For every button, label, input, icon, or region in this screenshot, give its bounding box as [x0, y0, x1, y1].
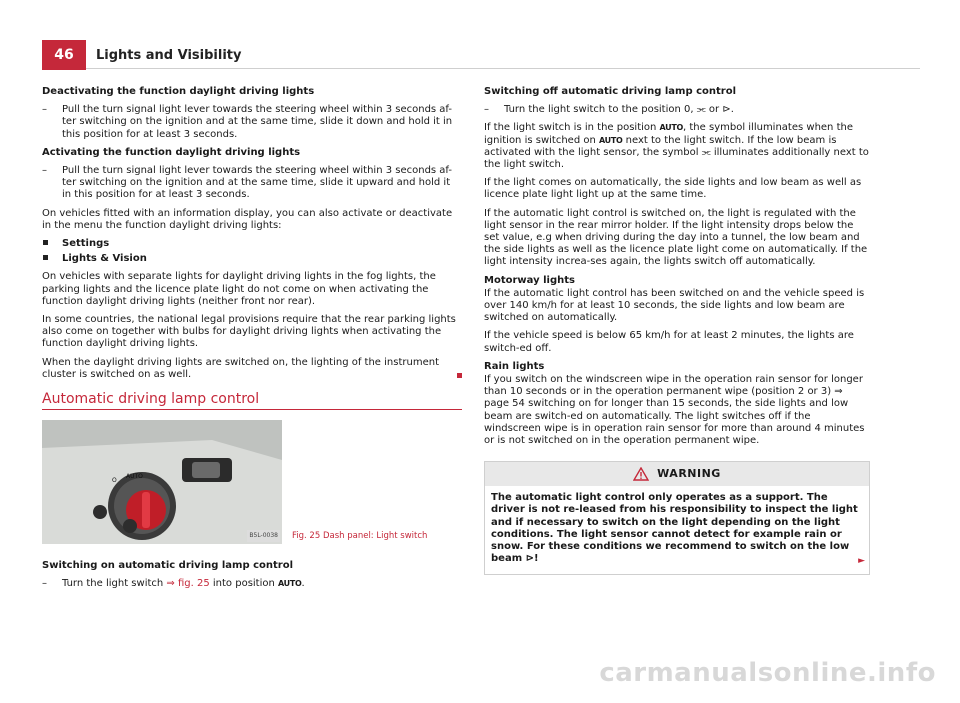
auto-symbol: AUTO: [278, 579, 302, 589]
warning-icon: [633, 467, 649, 481]
warning-header: [485, 462, 869, 486]
continue-arrow-icon: ►: [858, 556, 865, 567]
page-number: 46: [42, 40, 86, 70]
figure-code: B5L-0038: [247, 530, 280, 542]
menu-item-lights-vision: Lights & Vision: [42, 253, 462, 265]
warning-box: [484, 461, 870, 574]
section-title: Automatic driving lamp control: [42, 391, 260, 408]
fog-lights-paragraph: On vehicles with separate lights for daylight driving lights in the fog lights, the parking lights and the licence plate light do not come on when activating the function daylight driving lights (neither front nor rear).: [42, 271, 436, 307]
rain-heading: Rain lights: [484, 360, 545, 372]
low-beam-icon: ⊳: [722, 104, 731, 116]
right-column: [484, 86, 870, 575]
light-switch-illustration: [42, 420, 282, 544]
fig-25-link[interactable]: ⇒ fig. 25: [166, 578, 210, 590]
auto-comes-on-paragraph: If the light comes on automatically, the side lights and low beam as well as licence plate light light up at the same time.: [484, 177, 862, 201]
switch-on-step: – Turn the light switch ⇒ fig. 25 into position AUTO.: [42, 578, 305, 590]
side-light-icon: ⫘: [696, 104, 706, 116]
warning-title: WARNING: [657, 467, 721, 481]
figure-caption: Fig. 25 Dash panel: Light switch: [292, 531, 428, 542]
rain-paragraph: If you switch on the windscreen wipe in the operation rain sensor for longer than 10 seconds or in the operation permanent wipe (position 2 or 3) ⇒ page 54 switching on for longer than 15 seconds, the side lights and low beam are switch-ed on automatically. The light switches off if the windscreen wipe is in operation rain sensor for more than around 4 minutes or is not switched on in the operation permanent wipe.: [484, 374, 865, 447]
info-display-paragraph: On vehicles fitted with an information display, you can also activate or deactivate in the menu the function daylight driving lights:: [42, 207, 453, 231]
header-rule: [86, 68, 920, 69]
menu-item-settings: Settings: [42, 238, 462, 250]
low-beam-icon: ⊳: [525, 553, 534, 565]
light-sensor-paragraph: If the automatic light control is switched on, the light is regulated with the light sensor in the rear mirror holder. If the light intensity drops below the set value, e.g when driving during the day into a tunnel, the low beam and the side lights as well as the licence plate light come on automatically. If the light intensity increa-ses again, the lights switch off automatically.: [484, 207, 868, 268]
page-54-link[interactable]: ⇒ page 54: [484, 386, 843, 410]
fig-label-auto: AUTO: [126, 473, 143, 481]
light-switch-figure: [42, 420, 282, 544]
legal-paragraph: In some countries, the national legal provisions require that the rear parking lights also come on together with bulbs for daylight driving lights when activating the function daylight driving lights.: [42, 314, 456, 350]
instrument-cluster-paragraph: When the daylight driving lights are switched on, the lighting of the instrument cluster is switched on as well.: [42, 357, 462, 381]
watermark: carmanualsonline.info: [599, 658, 936, 688]
activate-step: – Pull the turn signal light lever towards the steering wheel within 3 seconds af-ter switching on the ignition and at the same time, slide it upward and hold it in this position for at least 3 seconds.: [42, 165, 453, 201]
section-rule: [42, 409, 462, 410]
deactivate-heading: Deactivating the function daylight driving lights: [42, 86, 315, 97]
fig-label-zero: O: [112, 477, 117, 485]
motorway-paragraph: If the automatic light control has been switched on and the vehicle speed is over 140 km/h for at least 10 seconds, the side lights and low beam are switched on automatically.: [484, 287, 865, 324]
left-column: [42, 86, 462, 597]
side-light-icon: ⫘: [701, 146, 711, 158]
auto-symbol: AUTO: [598, 135, 623, 145]
switch-off-step: – Turn the light switch to the position 0, ⫘ or ⊳.: [484, 104, 734, 116]
auto-symbol: AUTO: [659, 123, 684, 133]
warning-body: The automatic light control only operates as a support. The driver is not re-leased from his responsibility to inspect the light and if necessary to switch on the light depending on the light conditions. The light sensor cannot detect for example rain or snow. For these conditions we recommend to switch on the low beam ⊳! ►: [491, 492, 865, 567]
deactivate-step: – Pull the turn signal light lever towards the steering wheel within 3 seconds af-ter switching on the ignition and at the same time, slide it down and hold it in this position for at least 3 seconds.: [42, 104, 453, 140]
chapter-title: Lights and Visibility: [96, 47, 242, 63]
motorway-heading: Motorway lights: [484, 274, 575, 286]
figure-25: [42, 420, 462, 544]
low-speed-paragraph: If the vehicle speed is below 65 km/h for at least 2 minutes, the lights are switch-ed off.: [484, 330, 854, 354]
switch-on-heading: Switching on automatic driving lamp control: [42, 560, 294, 572]
auto-position-paragraph: If the light switch is in the position AUTO, the symbol illuminates when the ignition is switched on AUTO next to the light switch. If the low beam is activated with the light sensor, the symbol ⫘ illuminates additionally next to the light switch.: [484, 122, 869, 171]
activate-heading: Activating the function daylight driving lights: [42, 146, 301, 158]
switch-off-heading: Switching off automatic driving lamp control: [484, 86, 737, 97]
section-end-marker: [457, 373, 462, 378]
